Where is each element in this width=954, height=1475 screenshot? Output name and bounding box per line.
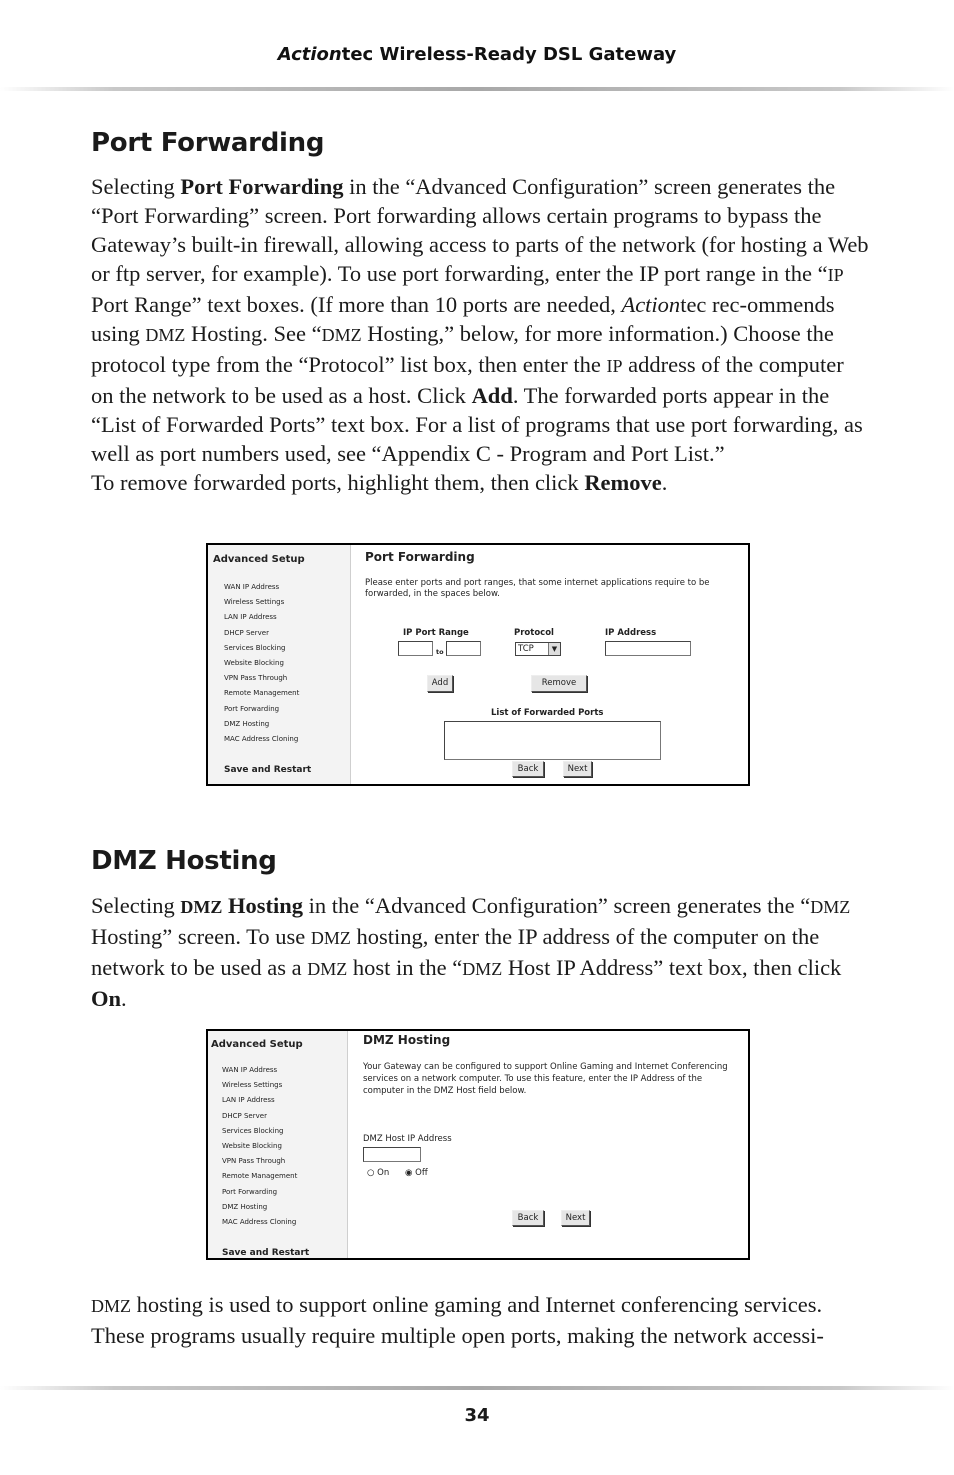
port-forwarding-panel-title: Port Forwarding (365, 550, 475, 564)
sidebar-title: Advanced Setup (211, 1039, 303, 1050)
remove-instruction: To remove forwarded ports, highlight them, then click Remove. (91, 470, 668, 495)
sidebar-item-wan-ip-address[interactable]: WAN IP Address (224, 583, 280, 591)
sidebar-item-wan-ip-address[interactable]: WAN IP Address (222, 1066, 278, 1074)
port-forwarding-description (91, 172, 871, 497)
section-heading-port-forwarding: Port Forwarding (91, 128, 325, 158)
sidebar-item-remote-management[interactable]: Remote Management (224, 689, 300, 698)
sidebar-item-dmz-hosting[interactable]: DMZ Hosting (222, 1202, 268, 1211)
radio-unchecked-icon: ○ (367, 1168, 375, 1178)
port-forwarding-screenshot (206, 543, 750, 786)
ip-address-input[interactable] (605, 641, 691, 656)
sidebar-item-port-forwarding[interactable]: Port Forwarding (224, 704, 280, 713)
save-and-restart-link[interactable]: Save and Restart (224, 765, 312, 775)
port-range-end-input[interactable] (446, 641, 481, 656)
sidebar-menu (222, 1063, 297, 1230)
running-header (0, 44, 954, 65)
footer-rule (0, 1386, 954, 1390)
protocol-label: Protocol (514, 628, 554, 638)
sidebar-item-mac-address-cloning[interactable]: MAC Address Cloning (222, 1217, 297, 1226)
sidebar-item-website-blocking[interactable]: Website Blocking (222, 1141, 282, 1150)
on-label: On (377, 1168, 390, 1178)
header-rule (0, 87, 954, 91)
chevron-down-icon: ▼ (548, 643, 560, 655)
sidebar-item-vpn-pass-through[interactable]: VPN Pass Through (224, 674, 288, 683)
radio-checked-icon: ◉ (405, 1168, 413, 1178)
brand-rest: tec Wireless-Ready DSL Gateway (341, 44, 677, 65)
dmz-hosting-panel-title: DMZ Hosting (363, 1033, 451, 1047)
advanced-setup-sidebar (208, 545, 351, 784)
off-label: Off (415, 1168, 428, 1178)
dmz-hosting-screenshot (206, 1029, 750, 1260)
dmz-explanation-paragraph: DMZ hosting is used to support online gaming and Internet conferencing services. These programs usually require multiple open ports, making the network accessi- (91, 1292, 824, 1348)
sidebar-title: Advanced Setup (213, 554, 305, 565)
dmz-host-ip-address-input[interactable] (363, 1147, 421, 1162)
sidebar-item-dhcp-server[interactable]: DHCP Server (224, 628, 269, 637)
sidebar-item-dhcp-server[interactable]: DHCP Server (222, 1111, 267, 1120)
sidebar-item-dmz-hosting[interactable]: DMZ Hosting (224, 719, 270, 728)
next-button[interactable]: Next (563, 761, 592, 777)
advanced-setup-sidebar (208, 1031, 348, 1258)
ip-port-range-label: IP Port Range (403, 628, 469, 638)
to-label: to (436, 648, 444, 656)
sidebar-item-remote-management[interactable]: Remote Management (222, 1172, 298, 1181)
dmz-hosting-explanation (91, 1290, 871, 1350)
sidebar-item-mac-address-cloning[interactable]: MAC Address Cloning (224, 734, 299, 743)
port-range-start-input[interactable] (398, 641, 433, 656)
on-radio[interactable] (367, 1168, 389, 1178)
dmz-host-ip-address-label: DMZ Host IP Address (363, 1134, 452, 1144)
save-and-restart-link[interactable]: Save and Restart (222, 1248, 310, 1258)
ip-address-label: IP Address (605, 628, 657, 638)
brand-italic: Action (277, 44, 342, 65)
back-button[interactable]: Back (512, 1210, 544, 1226)
sidebar-item-port-forwarding[interactable]: Port Forwarding (222, 1187, 278, 1196)
page-number: 34 (464, 1405, 490, 1426)
sidebar-item-website-blocking[interactable]: Website Blocking (224, 658, 284, 667)
remove-button[interactable]: Remove (531, 675, 587, 692)
dmz-hosting-intro: Your Gateway can be configured to support Online Gaming and Internet Conferencing services on a network computer. To use this feature, enter the IP Address of the computer in the DMZ Host field below. (363, 1062, 728, 1096)
sidebar-menu (224, 580, 299, 747)
sidebar-item-services-blocking[interactable]: Services Blocking (222, 1126, 284, 1135)
sidebar-item-lan-ip-address[interactable]: LAN IP Address (222, 1096, 275, 1105)
dmz-hosting-paragraph: Selecting DMZ Hosting in the “Advanced Configuration” screen generates the “DMZ Hosting” screen. To use DMZ hosting, enter the IP address of the computer on the network to be used as a DMZ host in the “DMZ Host IP Address” text box, then click On. (91, 893, 851, 1011)
off-radio[interactable] (405, 1168, 428, 1178)
sidebar-item-lan-ip-address[interactable]: LAN IP Address (224, 613, 277, 622)
list-of-forwarded-ports-label: List of Forwarded Ports (491, 708, 604, 718)
back-button[interactable]: Back (512, 761, 544, 777)
port-forwarding-paragraph: Selecting Port Forwarding in the “Advanced Configuration” screen generates the “Port Forwarding” screen. Port forwarding allows certain programs to bypass the Gateway’s built-in firewall, allowing access to parts of the network (for hosting a Web or ftp server, for example). To use port forwarding, enter the IP port range in the “IP Port Range” text boxes. (If more than 10 ports are needed, Actiontec rec-ommends using DMZ Hosting. See “DMZ Hosting,” below, for more information.) Choose the protocol type from the “Protocol” list box, then enter the IP address of the computer on the network to be used as a host. Click Add. The forwarded ports appear in the “List of Forwarded Ports” text box. For a list of programs that use port forwarding, as well as port numbers used, see “Appendix C - Program and Port List.” (91, 174, 869, 466)
sidebar-item-wireless-settings[interactable]: Wireless Settings (222, 1081, 283, 1090)
port-forwarding-intro: Please enter ports and port ranges, that some internet applications require to be forwarded, in the spaces below. (365, 578, 710, 599)
forwarded-ports-list[interactable] (444, 721, 661, 760)
sidebar-item-wireless-settings[interactable]: Wireless Settings (224, 598, 285, 607)
sidebar-item-vpn-pass-through[interactable]: VPN Pass Through (222, 1157, 286, 1166)
add-button[interactable]: Add (427, 675, 453, 692)
next-button[interactable]: Next (561, 1210, 590, 1226)
section-heading-dmz-hosting: DMZ Hosting (91, 846, 277, 876)
protocol-select[interactable] (515, 642, 561, 656)
protocol-selected-value: TCP (518, 644, 534, 654)
dmz-hosting-description (91, 891, 871, 1013)
sidebar-item-services-blocking[interactable]: Services Blocking (224, 643, 286, 652)
